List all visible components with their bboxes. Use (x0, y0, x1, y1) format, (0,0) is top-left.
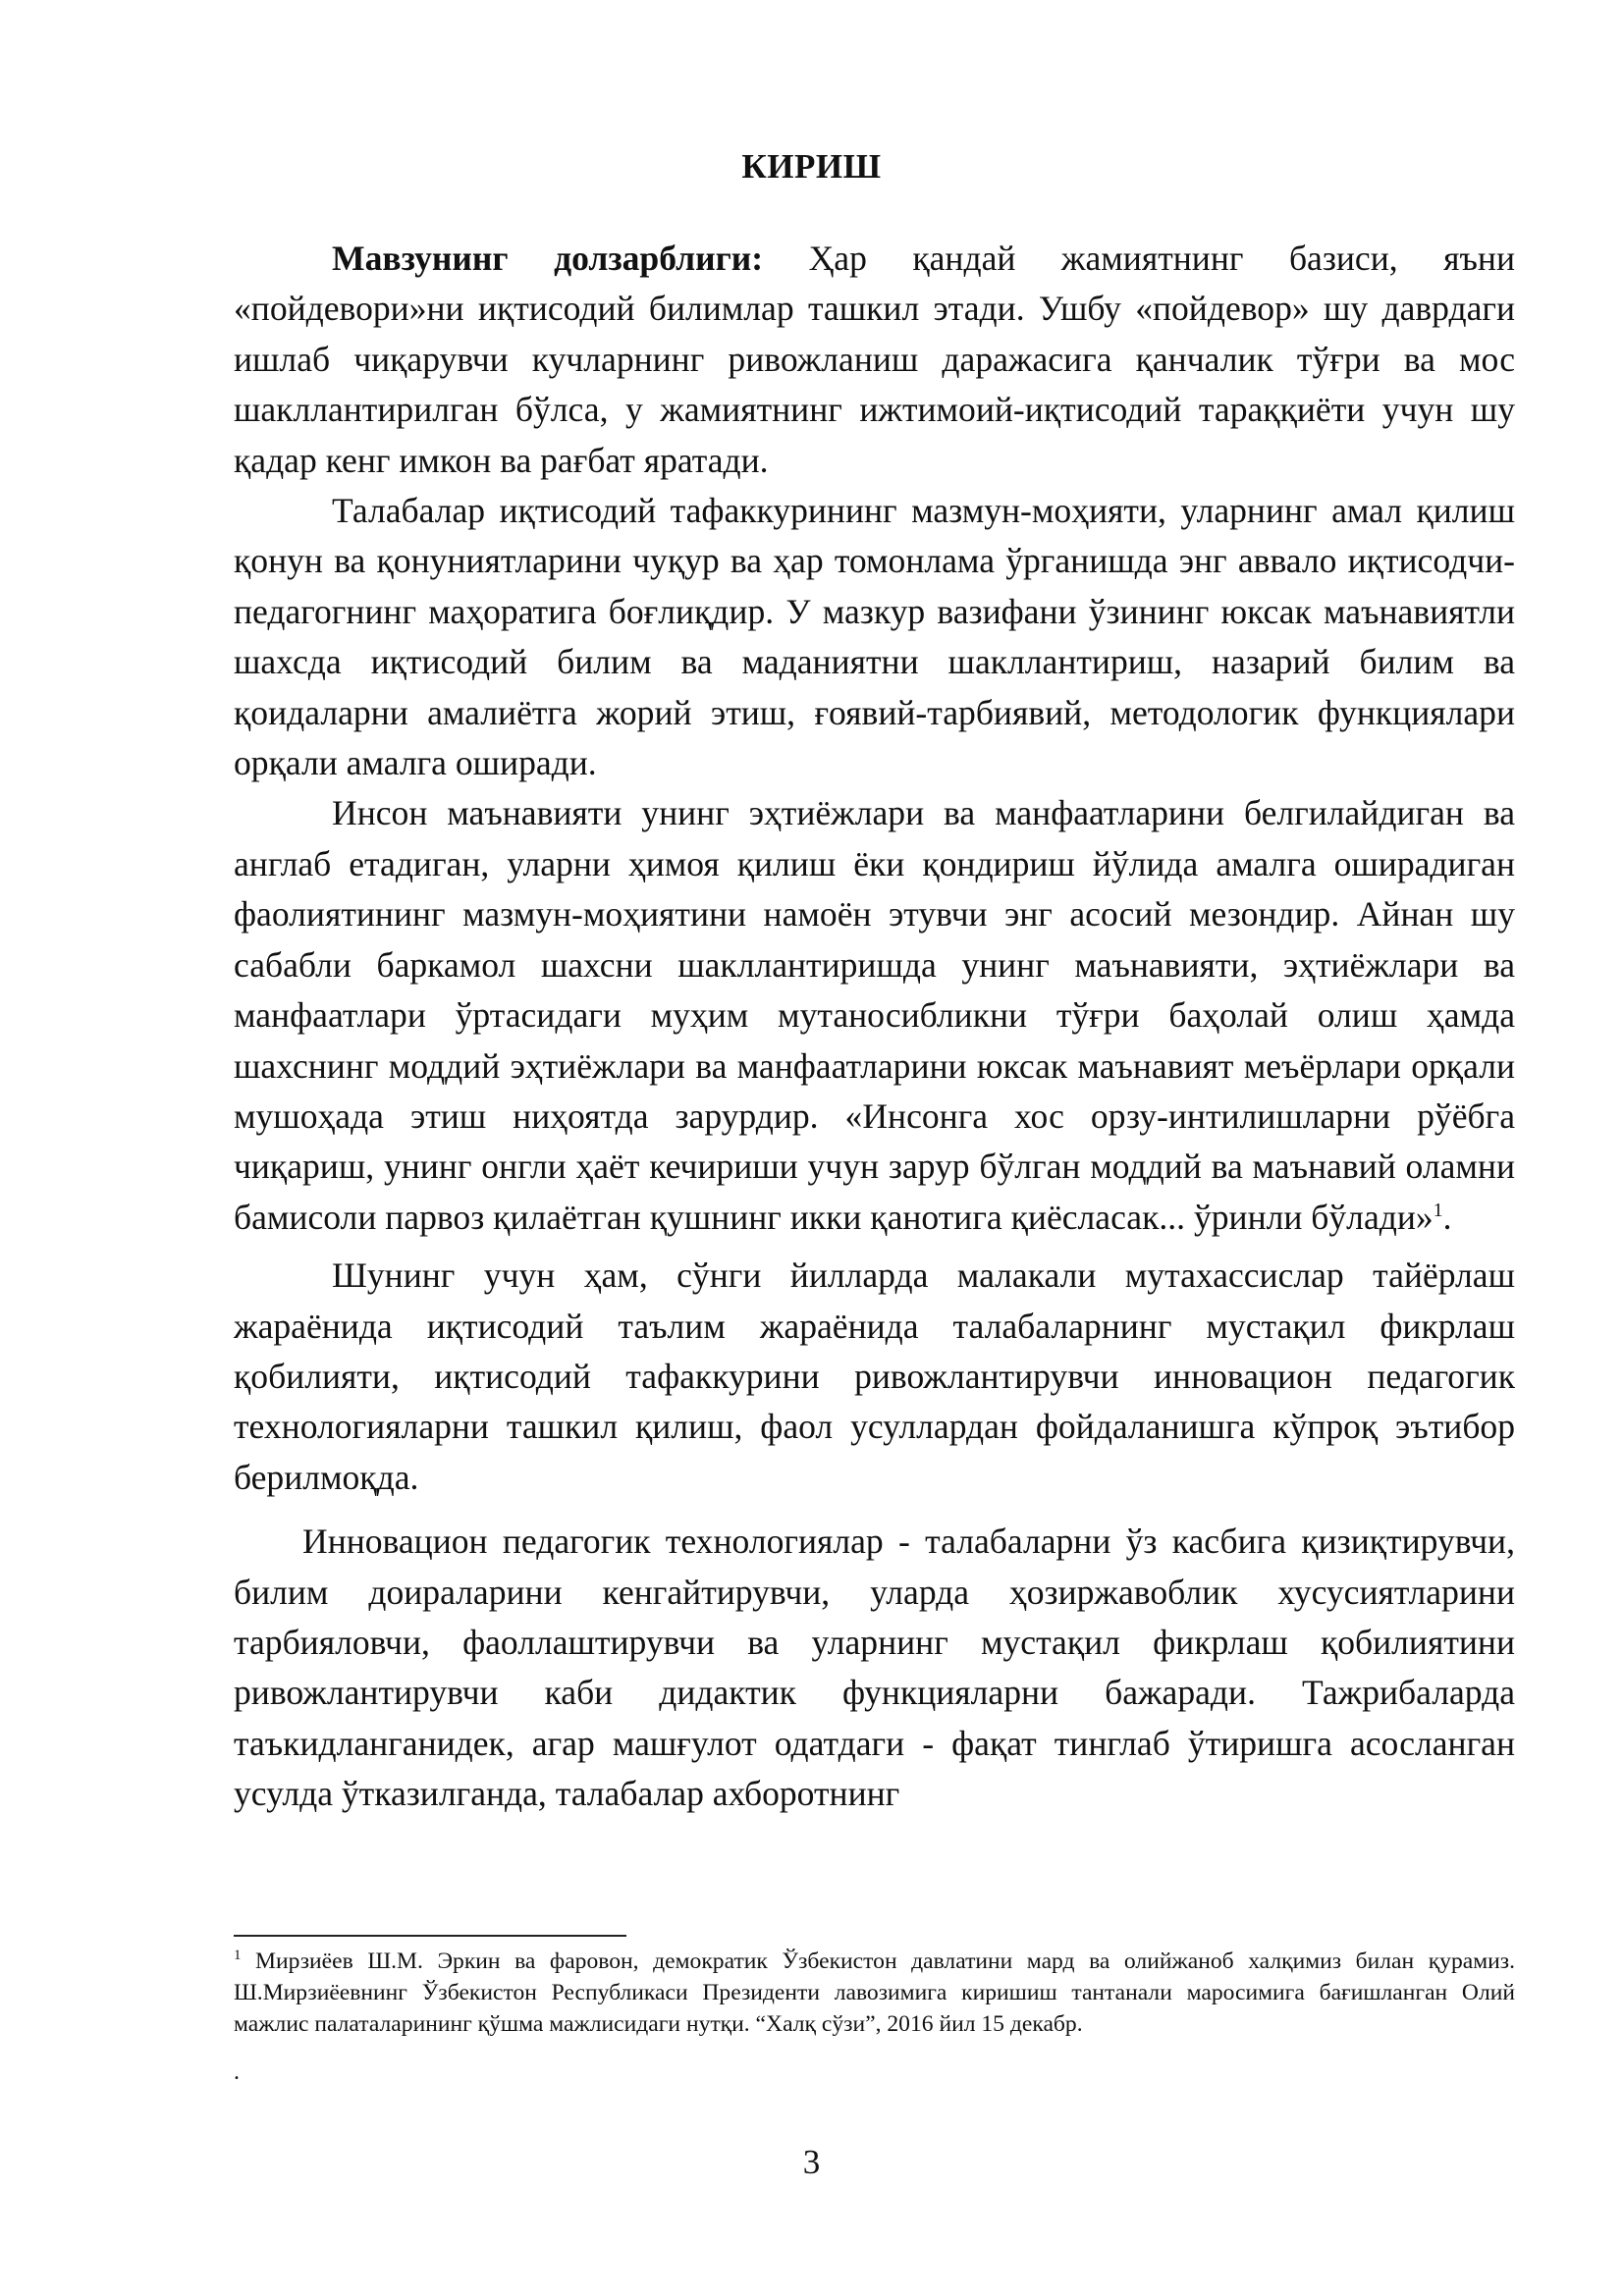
page-number: 3 (802, 2143, 821, 2181)
paragraph: Талабалар иқтисодий тафаккурининг мазмун-моҳияти, уларнинг амал қилиш қонун ва қонуниятларини чуқур ва ҳар томонлама ўрганишда энг аввало иқтисодчи- педагогнинг маҳоратига боғлиқдир. У мазкур вазифани ўзининг юксак маънавиятли шахсда иқтисодий билим ва маданиятни шакллантириш, назарий билим ва қоидаларни амалиётга жорий этиш, ғоявий-тарбиявий, методологик функциялари орқали амалга оширади. (234, 491, 1515, 783)
paragraph-relevance (234, 234, 1515, 486)
body-text (234, 234, 1515, 1820)
paragraph: Шунинг учун ҳам, сўнги йилларда малакали мутахассислар тайёрлаш жараёнида иқтисодий таълим жараёнида талабаларнинг мустақил фикрлаш қобилияти, иқтисодий тафаккурини ривожлантирувчи инновацион педагогик технологияларни ташкил қилиш, фаол усуллардан фойдаланишга кўпроқ эътибор берилмоқда. (234, 1255, 1515, 1497)
footnote-reference[interactable]: 1 (1433, 1199, 1443, 1221)
paragraph-end: . (1442, 1197, 1452, 1237)
footnote-marker: 1 (234, 1948, 242, 1964)
footnote-trailing-dot: . (234, 2059, 240, 2085)
footnote-separator (234, 1935, 626, 1937)
footnote-text: Мирзиёев Ш.М. Эркин ва фаровон, демократик Ўзбекистон давлатини мард ва олийжаноб халқимиз билан қурамиз. Ш.Мирзиёевнинг Ўзбекистон Республикаси Президенти лавозимига киришиш тантанали маросимига бағишланган Олий мажлис палаталарининг қўшма мажлисидаги нутқи. “Халқ сўзи”, 2016 йил 15 декабр. (234, 1949, 1515, 2037)
page-title: КИРИШ (741, 147, 882, 186)
paragraph-lead: Мавзунинг долзарблиги: (332, 239, 764, 278)
footnote (234, 1946, 1515, 2040)
paragraph-with-quote (234, 788, 1515, 1243)
paragraph-text: Инсон маънавияти унинг эҳтиёжлари ва манфаатларини белгилайдиган ва англаб етадиган, уларни ҳимоя қилиш ёки қондириш йўлида амалга оширадиган фаолиятининг мазмун-моҳиятини намоён этувчи энг асосий мезондир. Айнан шу сабабли баркамол шахсни шакллантиришда унинг маънавияти, эҳтиёжлари ва манфаатлари ўртасидаги муҳим мутаносибликни тўғри баҳолай олиш ҳамда шахснинг моддий эҳтиёжлари ва манфаатларини юксак маънавият меъёрлари орқали мушоҳада этиш ниҳоятда зарурдир. «Инсонга хос орзу-интилишларни рўёбга чиқариш, унинг онгли ҳаёт кечириши учун зарур бўлган моддий ва маънавий оламни бамисоли парвоз қилаётган қушнинг икки қанотига қиёсласак... ўринли бўлади» (234, 793, 1515, 1237)
paragraph-text: Ҳар қандай жамиятнинг базиси, яъни «пойдевори»ни иқтисодий билимлар ташкил этади. Ушбу «пойдевор» шу даврдаги ишлаб чиқарувчи кучларнинг ривожланиш даражасига қанчалик тўғри ва мос шакллантирилган бўлса, у жамиятнинг ижтимоий-иқтисодий тараққиёти учун шу қадар кенг имкон ва рағбат яратади. (234, 239, 1515, 480)
paragraph: Инновацион педагогик технологиялар - талабаларни ўз касбига қизиқтирувчи, билим доираларини кенгайтирувчи, уларда ҳозиржавоблик хусусиятларини тарбияловчи, фаоллаштирувчи ва уларнинг мустақил фикрлаш қобилиятини ривожлантирувчи каби дидактик функцияларни бажаради. Тажрибаларда таъкидланганидек, агар машғулот одатдаги - фақат тинглаб ўтиришга асосланган усулда ўтказилганда, талабалар ахборотнинг (234, 1522, 1515, 1814)
